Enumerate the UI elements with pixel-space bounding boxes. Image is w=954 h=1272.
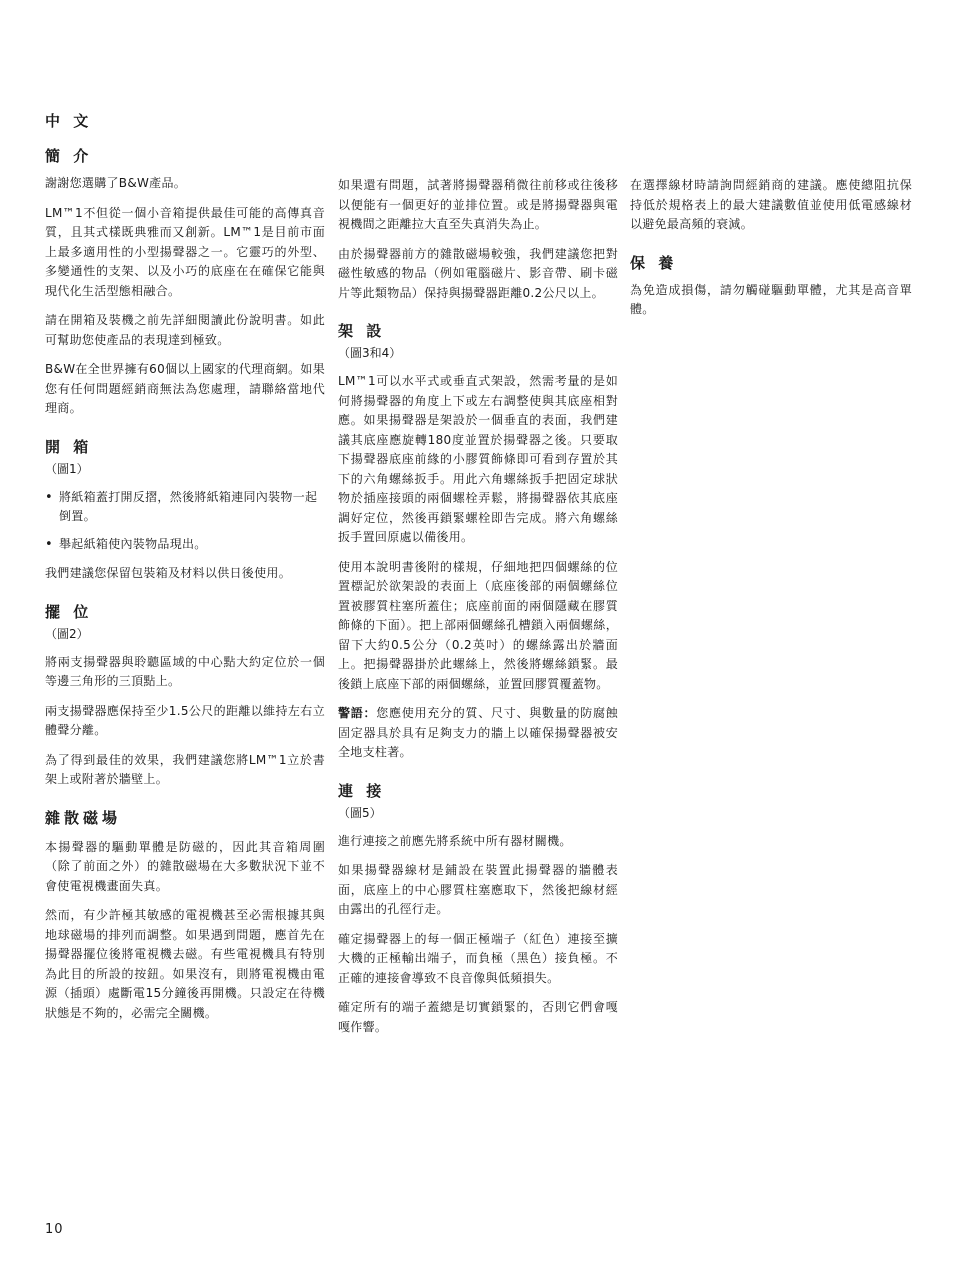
heading-magnetic-fields: 雜散磁場 xyxy=(45,808,122,827)
positioning-paragraph: 將兩支揚聲器與聆聽區域的中心點大約定位於一個等邊三角形的三頂點上。 xyxy=(45,654,325,688)
mounting-paragraph: LM™1可以水平式或垂直式架設，然需考量的是如何將揚聲器的角度上下或左右調整使與其底座相對應。如果揚聲器是架設於一個垂直的表面，我們建議其底座應旋轉180度並置於揚聲器之後。只要取下揚聲器底座前緣的小膠質飾條即可看到存置於其下的六角螺絲扳手。用此六角螺絲扳手把固定球狀物於插座接頭的兩個螺栓弄鬆，將揚聲器依其底座調好定位，然後再鎖緊螺栓即告完成。將六角螺絲扳手置回原處以備後用。 xyxy=(338,374,618,544)
figure-reference: （圖3和4） xyxy=(338,346,402,360)
section-mounting xyxy=(338,321,618,763)
column-1 xyxy=(45,146,325,1041)
page-number: 10 xyxy=(45,1222,64,1237)
list-item: • 將紙箱蓋打開反摺，然後將紙箱連同內裝物一起倒置。 xyxy=(45,488,325,527)
section-introduction xyxy=(45,146,325,419)
mounting-paragraph: 使用本說明書後附的樣規，仔細地把四個螺絲的位置標記於欲架設的表面上（底座後部的兩個螺絲位置被膠質柱塞所蓋住；底座前面的兩個隱藏在膠質飾條的下面）。把上部兩個螺絲孔槽鎖入兩個螺絲，留下大約0.5公分（0.2英吋）的螺絲露出於牆面上。把揚聲器掛於此螺絲上，然後將螺絲鎖緊。最後鎖上底座下部的兩個螺絲，並置回膠質覆蓋物。 xyxy=(338,559,618,691)
section-magnetic-fields xyxy=(45,808,325,1024)
mounting-warning xyxy=(338,704,618,763)
figure-reference: （圖1） xyxy=(45,461,89,476)
heading-connections: 連 接 xyxy=(338,781,386,800)
figure-reference: （圖2） xyxy=(45,626,89,641)
positioning-paragraph: 兩支揚聲器應保持至少1.5公尺的距離以維持左右立體聲分離。 xyxy=(45,703,325,737)
section-connections xyxy=(338,781,618,1038)
warning-label: 警語： xyxy=(338,706,377,720)
language-title: 中 文 xyxy=(45,112,93,130)
heading-unpacking: 開 箱 xyxy=(45,437,93,456)
figure-reference: （圖5） xyxy=(338,805,382,820)
heading-care: 保 養 xyxy=(630,253,678,272)
section-magnetic-continued xyxy=(338,176,618,303)
magnetic-paragraph: 如果還有問題，試著將揚聲器稍微往前移或往後移以便能有一個更好的並排位置。或是將揚聲器與電視機間之距離拉大直至失真消失為止。 xyxy=(338,178,618,231)
magnetic-paragraph: 由於揚聲器前方的雜散磁場較強，我們建議您把對磁性敏感的物品（例如電腦磁片、影音帶、刷卡磁片等此類物品）保持與揚聲器距離0.2公尺以上。 xyxy=(338,246,618,300)
warning-text: 您應使用充分的質、尺寸、與數量的防腐蝕固定器具於具有足夠支力的牆上以確保揚聲器被安全地支柱著。 xyxy=(338,706,619,759)
section-unpacking xyxy=(45,437,325,584)
list-item: • 舉起紙箱使內裝物品現出。 xyxy=(45,535,325,555)
magnetic-paragraph: 然而，有少許極其敏感的電視機甚至必需根據其與地球磁場的排列而調整。如果遇到問題，應首先在揚聲器擺位後將電視機去磁。有些電視機具有特別為此目的所設的按鈕。如果沒有，則將電視機由電源（插頭）處斷電15分鐘後再開機。只設定在待機狀態是不夠的，必需完全關機。 xyxy=(45,908,325,1020)
intro-paragraph: 謝謝您選購了B&W產品。 xyxy=(45,176,187,190)
column-3 xyxy=(630,176,912,338)
care-paragraph: 為免造成損傷，請勿觸碰驅動單體，尤其是高音單體。 xyxy=(630,282,912,316)
connections-paragraph: 確定揚聲器上的每一個正極端子（紅色）連接至擴大機的正極輸出端子，而負極（黑色）接負極。不正確的連接會導致不良音像與低頻損失。 xyxy=(338,931,618,985)
connections-paragraph: 如果揚聲器線材是鋪設在裝置此揚聲器的牆體表面，底座上的中心膠質柱塞應取下，然後把線材經由露出的孔徑行走。 xyxy=(338,863,618,916)
heading-introduction: 簡 介 xyxy=(45,147,93,165)
unpacking-paragraph: 我們建議您保留包裝箱及材料以供日後使用。 xyxy=(45,566,292,580)
intro-paragraph: LM™1不但從一個小音箱提供最佳可能的高傳真音質，且其式樣既典雅而又創新。LM™1是目前市面上最多適用性的小型揚聲器之一。它靈巧的外型、多變通性的支架、以及小巧的底座在在確保它能與現代化生活型態相融合。 xyxy=(45,205,325,298)
section-care xyxy=(630,253,912,320)
positioning-paragraph: 為了得到最佳的效果，我們建議您將LM™1立於書架上或附著於牆壁上。 xyxy=(45,752,325,786)
heading-mounting: 架 設 xyxy=(338,322,386,340)
connections-paragraph: 確定所有的端子蓋總是切實鎖緊的，否則它們會嘎嘎作響。 xyxy=(338,1000,618,1034)
cable-paragraph: 在選擇線材時請詢問經銷商的建議。應使總阻抗保持低於規格表上的最大建議數值並使用低電感線材以避免最高頻的衰減。 xyxy=(630,178,912,231)
intro-paragraph: B&W在全世界擁有60個以上國家的代理商網。如果您有任何問題經銷商無法為您處理，請聯絡當地代理商。 xyxy=(45,362,325,415)
intro-paragraph: 請在開箱及裝機之前先詳細閱讀此份說明書。如此可幫助您使產品的表現達到極致。 xyxy=(45,313,325,347)
column-2 xyxy=(338,176,618,1055)
magnetic-paragraph: 本揚聲器的驅動單體是防磁的，因此其音箱周圍（除了前面之外）的雜散磁場在大多數狀況下並不會使電視機畫面失真。 xyxy=(45,839,325,893)
heading-positioning: 擺 位 xyxy=(45,602,93,621)
section-positioning xyxy=(45,602,325,790)
connections-paragraph: 進行連接之前應先將系統中所有器材關機。 xyxy=(338,833,572,848)
section-cable-continued xyxy=(630,176,912,235)
unpacking-list xyxy=(45,488,325,555)
